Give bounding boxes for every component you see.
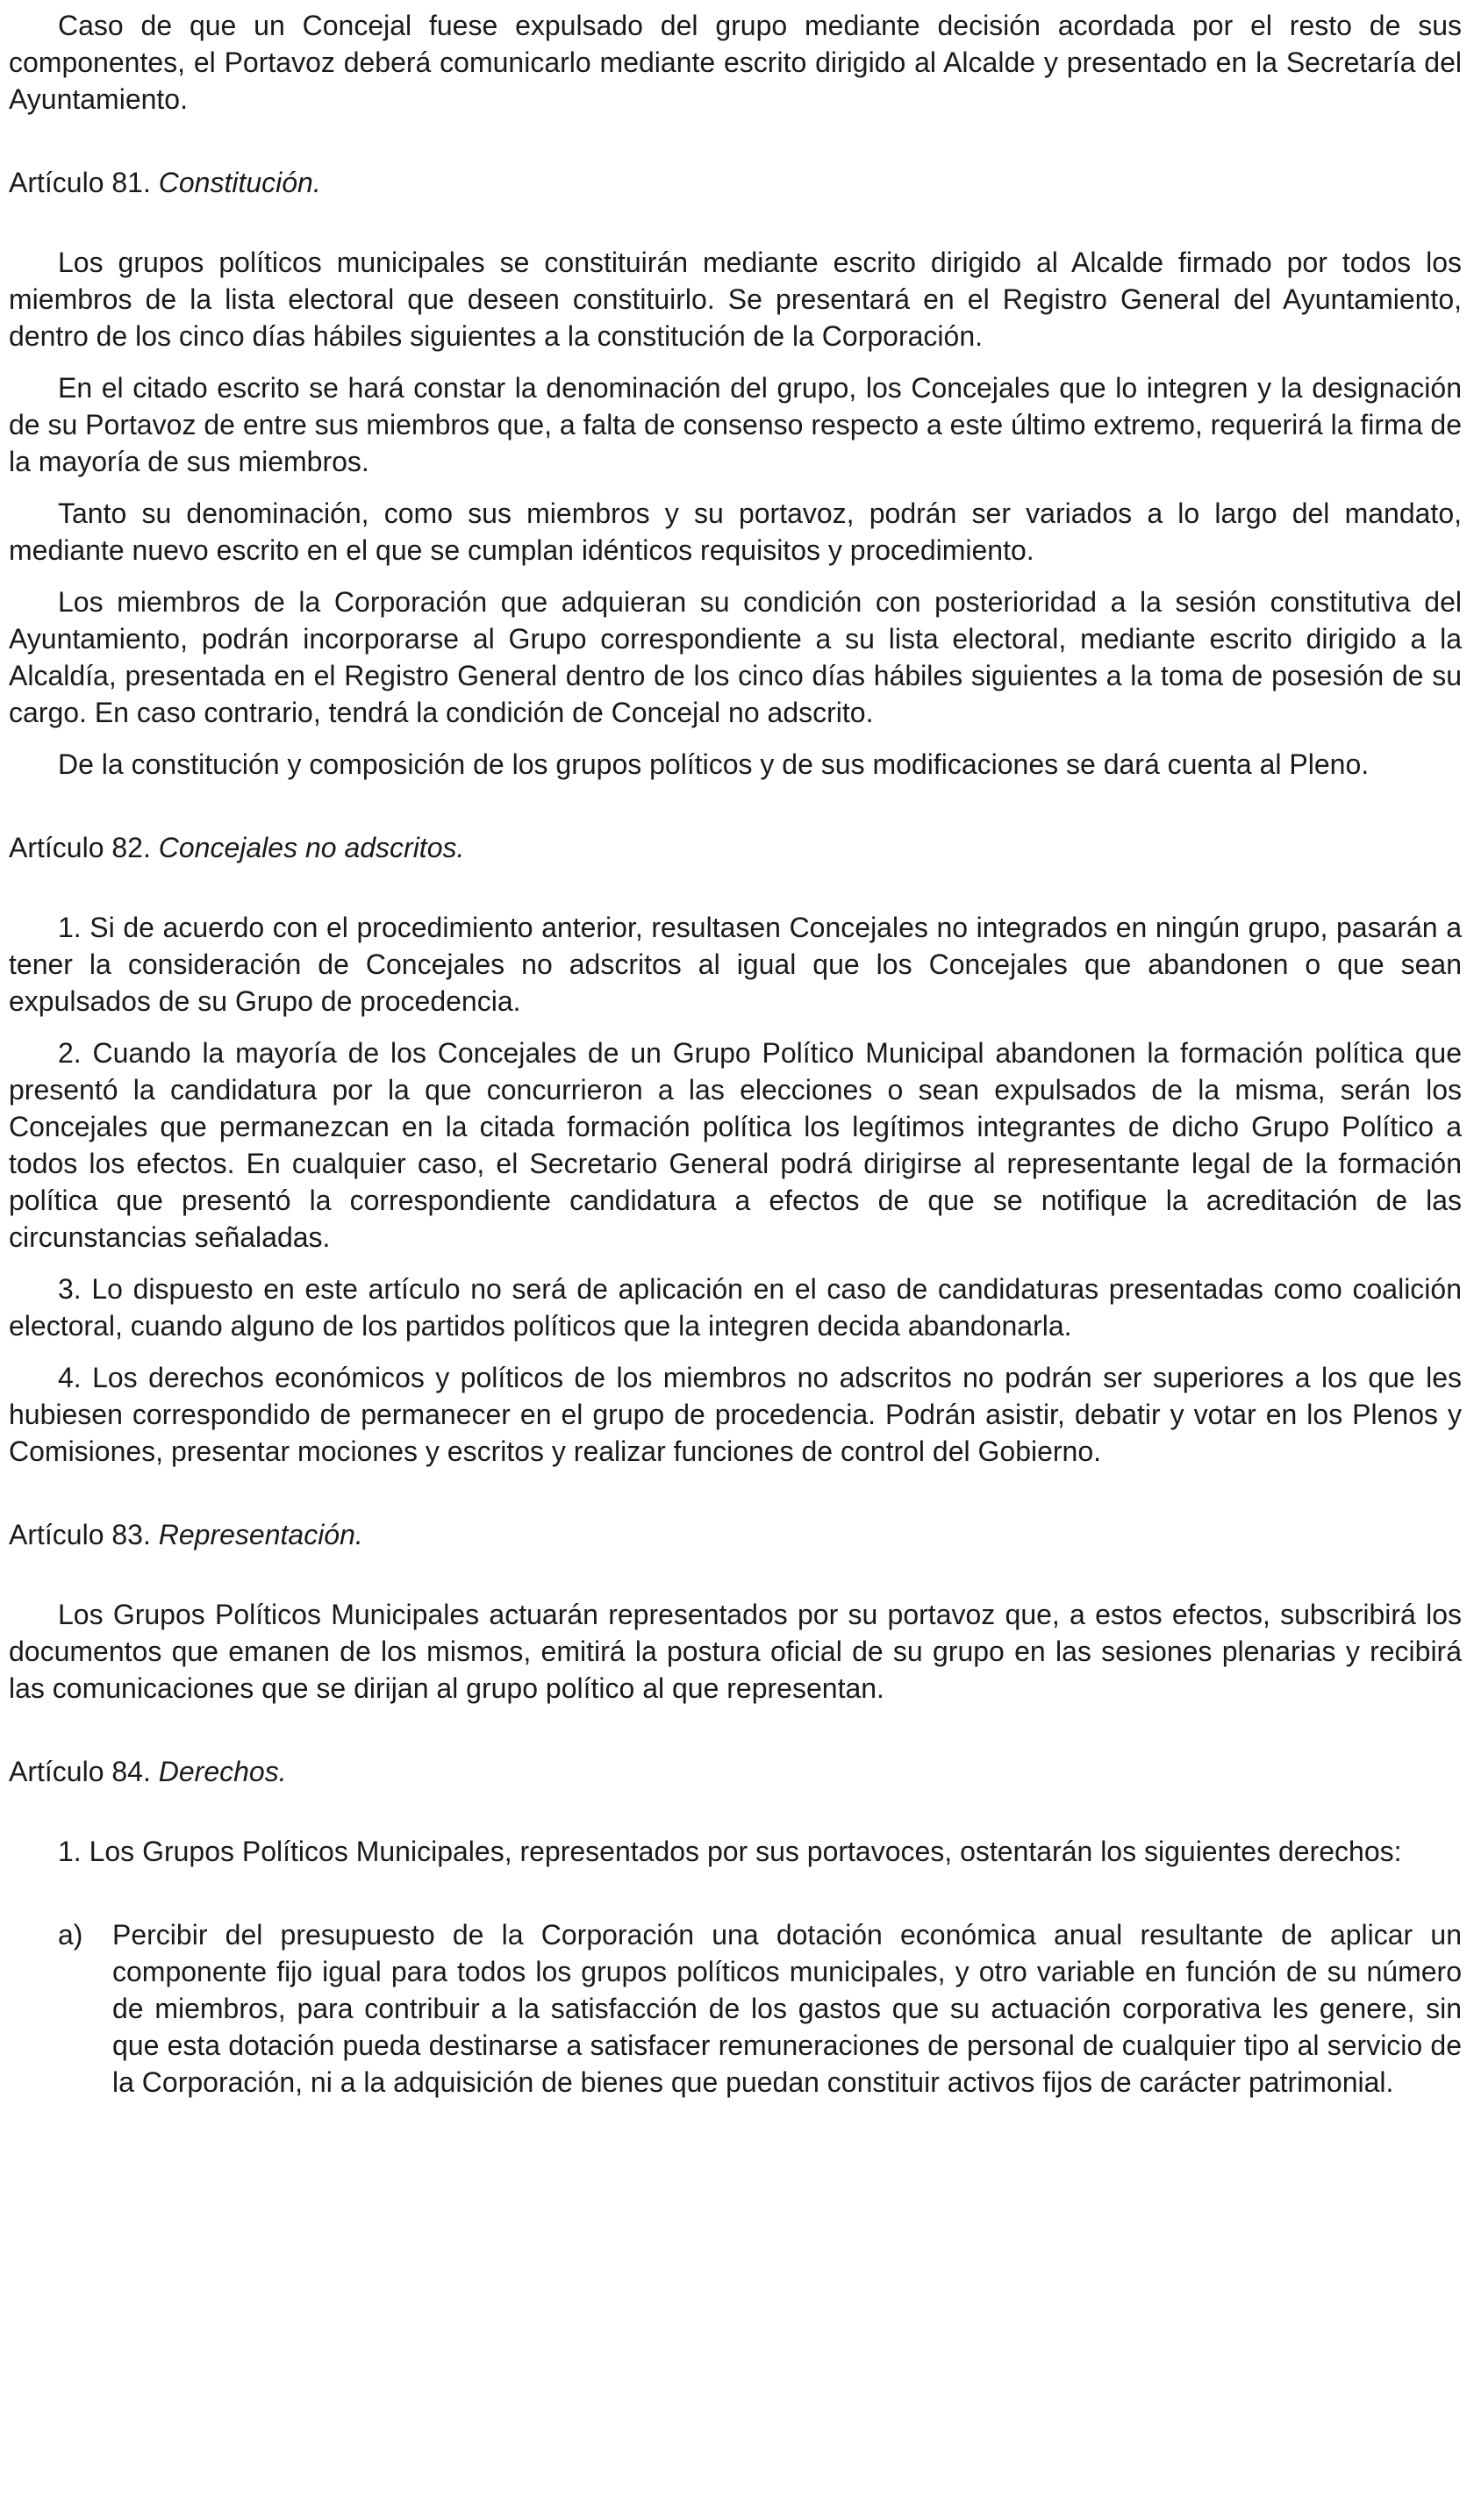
paragraph: 1. Los Grupos Políticos Municipales, representados por sus portavoces, ostentarán los siguientes derechos:	[58, 1836, 1402, 1867]
intro-paragraph: Caso de que un Concejal fuese expulsado del grupo mediante decisión acordada por el resto de sus componentes, el Portavoz deberá comunicarlo mediante escrito dirigido al Alcalde y presentado en la Secretaría del Ayuntamiento.	[9, 10, 1462, 115]
paragraph: Tanto su denominación, como sus miembros y su portavoz, podrán ser variados a lo largo del mandato, mediante nuevo escrito en el que se cumplan idénticos requisitos y procedimiento.	[9, 498, 1462, 566]
paragraph: 2. Cuando la mayoría de los Concejales de un Grupo Político Municipal abandonen la formación política que presentó la candidatura por la que concurrieron a las elecciones o sean expulsados de la misma, serán los Concejales que permanezcan en la citada formación política los legítimos integrantes de dicho Grupo Político a todos los efectos. En cualquier caso, el Secretario General podrá dirigirse al representante legal de la formación política que presentó la correspondiente candidatura a efectos de que se notifique la acreditación de las circunstancias señaladas.	[9, 1037, 1462, 1253]
article-title: Representación.	[158, 1519, 363, 1550]
paragraph: En el citado escrito se hará constar la denominación del grupo, los Concejales que lo integren y la designación de su Portavoz de entre sus miembros que, a falta de consenso respecto a este último extremo, requerirá la firma de la mayoría de sus miembros.	[9, 372, 1462, 477]
document-page	[9, 7, 1462, 2101]
paragraph: 4. Los derechos económicos y políticos de los miembros no adscritos no podrán ser superiores a los que les hubiesen correspondido de permanecer en el grupo de procedencia. Podrán asistir, debatir y votar en los Plenos y Comisiones, presentar mociones y escritos y realizar funciones de control del Gobierno.	[9, 1362, 1462, 1467]
article-number: Artículo 84.	[9, 1756, 151, 1787]
article-number: Artículo 83.	[9, 1519, 151, 1550]
article-81-heading	[9, 164, 1462, 201]
list-item-text: Percibir del presupuesto de la Corporación una dotación económica anual resultante de aplicar un componente fijo igual para todos los grupos políticos municipales, y otro variable en función de su número de miembros, para contribuir a la satisfacción de los gastos que su actuación corporativa les genere, sin que esta dotación pueda destinarse a satisfacer remuneraciones de personal de cualquier tipo al servicio de la Corporación, ni a la adquisición de bienes que puedan constituir activos fijos de carácter patrimonial.	[112, 1919, 1462, 2098]
paragraph: 3. Lo dispuesto en este artículo no será de aplicación en el caso de candidaturas presentadas como coalición electoral, cuando alguno de los partidos políticos que la integren decida abandonarla.	[9, 1273, 1462, 1342]
paragraph: Los grupos políticos municipales se constituirán mediante escrito dirigido al Alcalde firmado por todos los miembros de la lista electoral que deseen constituirlo. Se presentará en el Registro General del Ayuntamiento, dentro de los cinco días hábiles siguientes a la constitución de la Corporación.	[9, 247, 1462, 352]
article-84-heading	[9, 1753, 1462, 1790]
paragraph: Los Grupos Políticos Municipales actuarán representados por su portavoz que, a estos efectos, subscribirá los documentos que emanen de los mismos, emitirá la postura oficial de su grupo en las sesiones plenarias y recibirá las comunicaciones que se dirijan al grupo político al que representan.	[9, 1599, 1462, 1704]
article-number: Artículo 81.	[9, 167, 151, 198]
list-item	[9, 1916, 1462, 2101]
paragraph: Los miembros de la Corporación que adquieran su condición con posterioridad a la sesión constitutiva del Ayuntamiento, podrán incorporarse al Grupo correspondiente a su lista electoral, mediante escrito dirigido a la Alcaldía, presentada en el Registro General dentro de los cinco días hábiles siguientes a la toma de posesión de su cargo. En caso contrario, tendrá la condición de Concejal no adscrito.	[9, 586, 1462, 728]
paragraph: 1. Si de acuerdo con el procedimiento anterior, resultasen Concejales no integrados en ningún grupo, pasarán a tener la consideración de Concejales no adscritos al igual que los Concejales que abandonen o que sean expulsados de su Grupo de procedencia.	[9, 912, 1462, 1017]
article-82-heading	[9, 829, 1462, 866]
article-number: Artículo 82.	[9, 832, 151, 863]
article-title: Constitución.	[158, 167, 321, 198]
article-title: Derechos.	[158, 1756, 287, 1787]
list-marker: a)	[58, 1919, 83, 1951]
paragraph: De la constitución y composición de los grupos políticos y de sus modificaciones se dará cuenta al Pleno.	[58, 748, 1370, 780]
article-83-heading	[9, 1516, 1462, 1553]
article-title: Concejales no adscritos.	[158, 832, 465, 863]
